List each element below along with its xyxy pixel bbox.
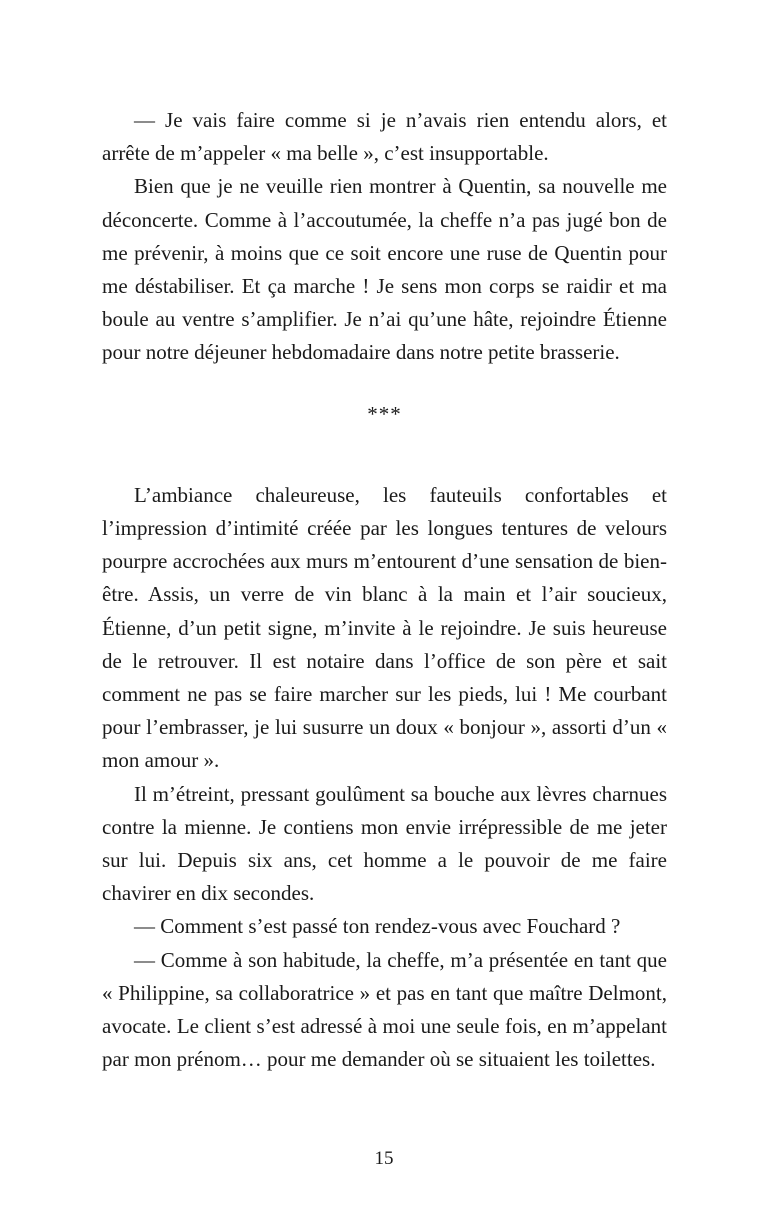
- page-number: 15: [374, 1148, 394, 1169]
- paragraph: Bien que je ne veuille rien montrer à Quentin, sa nouvelle me déconcerte. Comme à l’accoutumée, la cheffe n’a pas jugé bon de me prévenir, à moins que ce soit encore une ruse de Quentin pour me déstabiliser. Et ça marche ! Je sens mon corps se raidir et ma boule au ventre s’amplifier. Je n’ai qu’une hâte, rejoindre Étienne pour notre déjeuner hebdomadaire dans notre petite brasserie.: [102, 174, 667, 365]
- paragraph: — Je vais faire comme si je n’avais rien entendu alors, et arrête de m’appeler « ma belle », c’est insupportable.: [102, 108, 667, 166]
- book-page-text: [102, 104, 667, 1076]
- paragraph: Il m’étreint, pressant goulûment sa bouche aux lèvres charnues contre la mienne. Je contiens mon envie irrépressible de me jeter sur lui. Depuis six ans, cet homme a le pouvoir de me faire chavirer en dix secondes.: [102, 781, 667, 906]
- dialogue-line: — Comment s’est passé ton rendez-vous avec Fouchard ?: [134, 914, 621, 939]
- section-separator: ***: [367, 401, 402, 426]
- paragraph: L’ambiance chaleureuse, les fauteuils confortables et l’impression d’intimité créée par les longues tentures de velours pourpre accrochées aux murs m’entourent d’une sensation de bien-être. Assis, un verre de vin blanc à la main et l’air soucieux, Étienne, d’un petit signe, m’invite à le rejoindre. Je suis heureuse de le retrouver. Il est notaire dans l’office de son père et sait comment ne pas se faire marcher sur les pieds, lui ! Me courbant pour l’embrasser, je lui susurre un doux « bonjour », assorti d’un « mon amour ».: [102, 482, 667, 773]
- dialogue-line: — Comme à son habitude, la cheffe, m’a présentée en tant que « Philippine, sa collaboratrice » et pas en tant que maître Delmont, avocate. Le client s’est adressé à moi une seule fois, en m’appelant par mon prénom… pour me demander où se situaient les toilettes.: [102, 947, 667, 1072]
